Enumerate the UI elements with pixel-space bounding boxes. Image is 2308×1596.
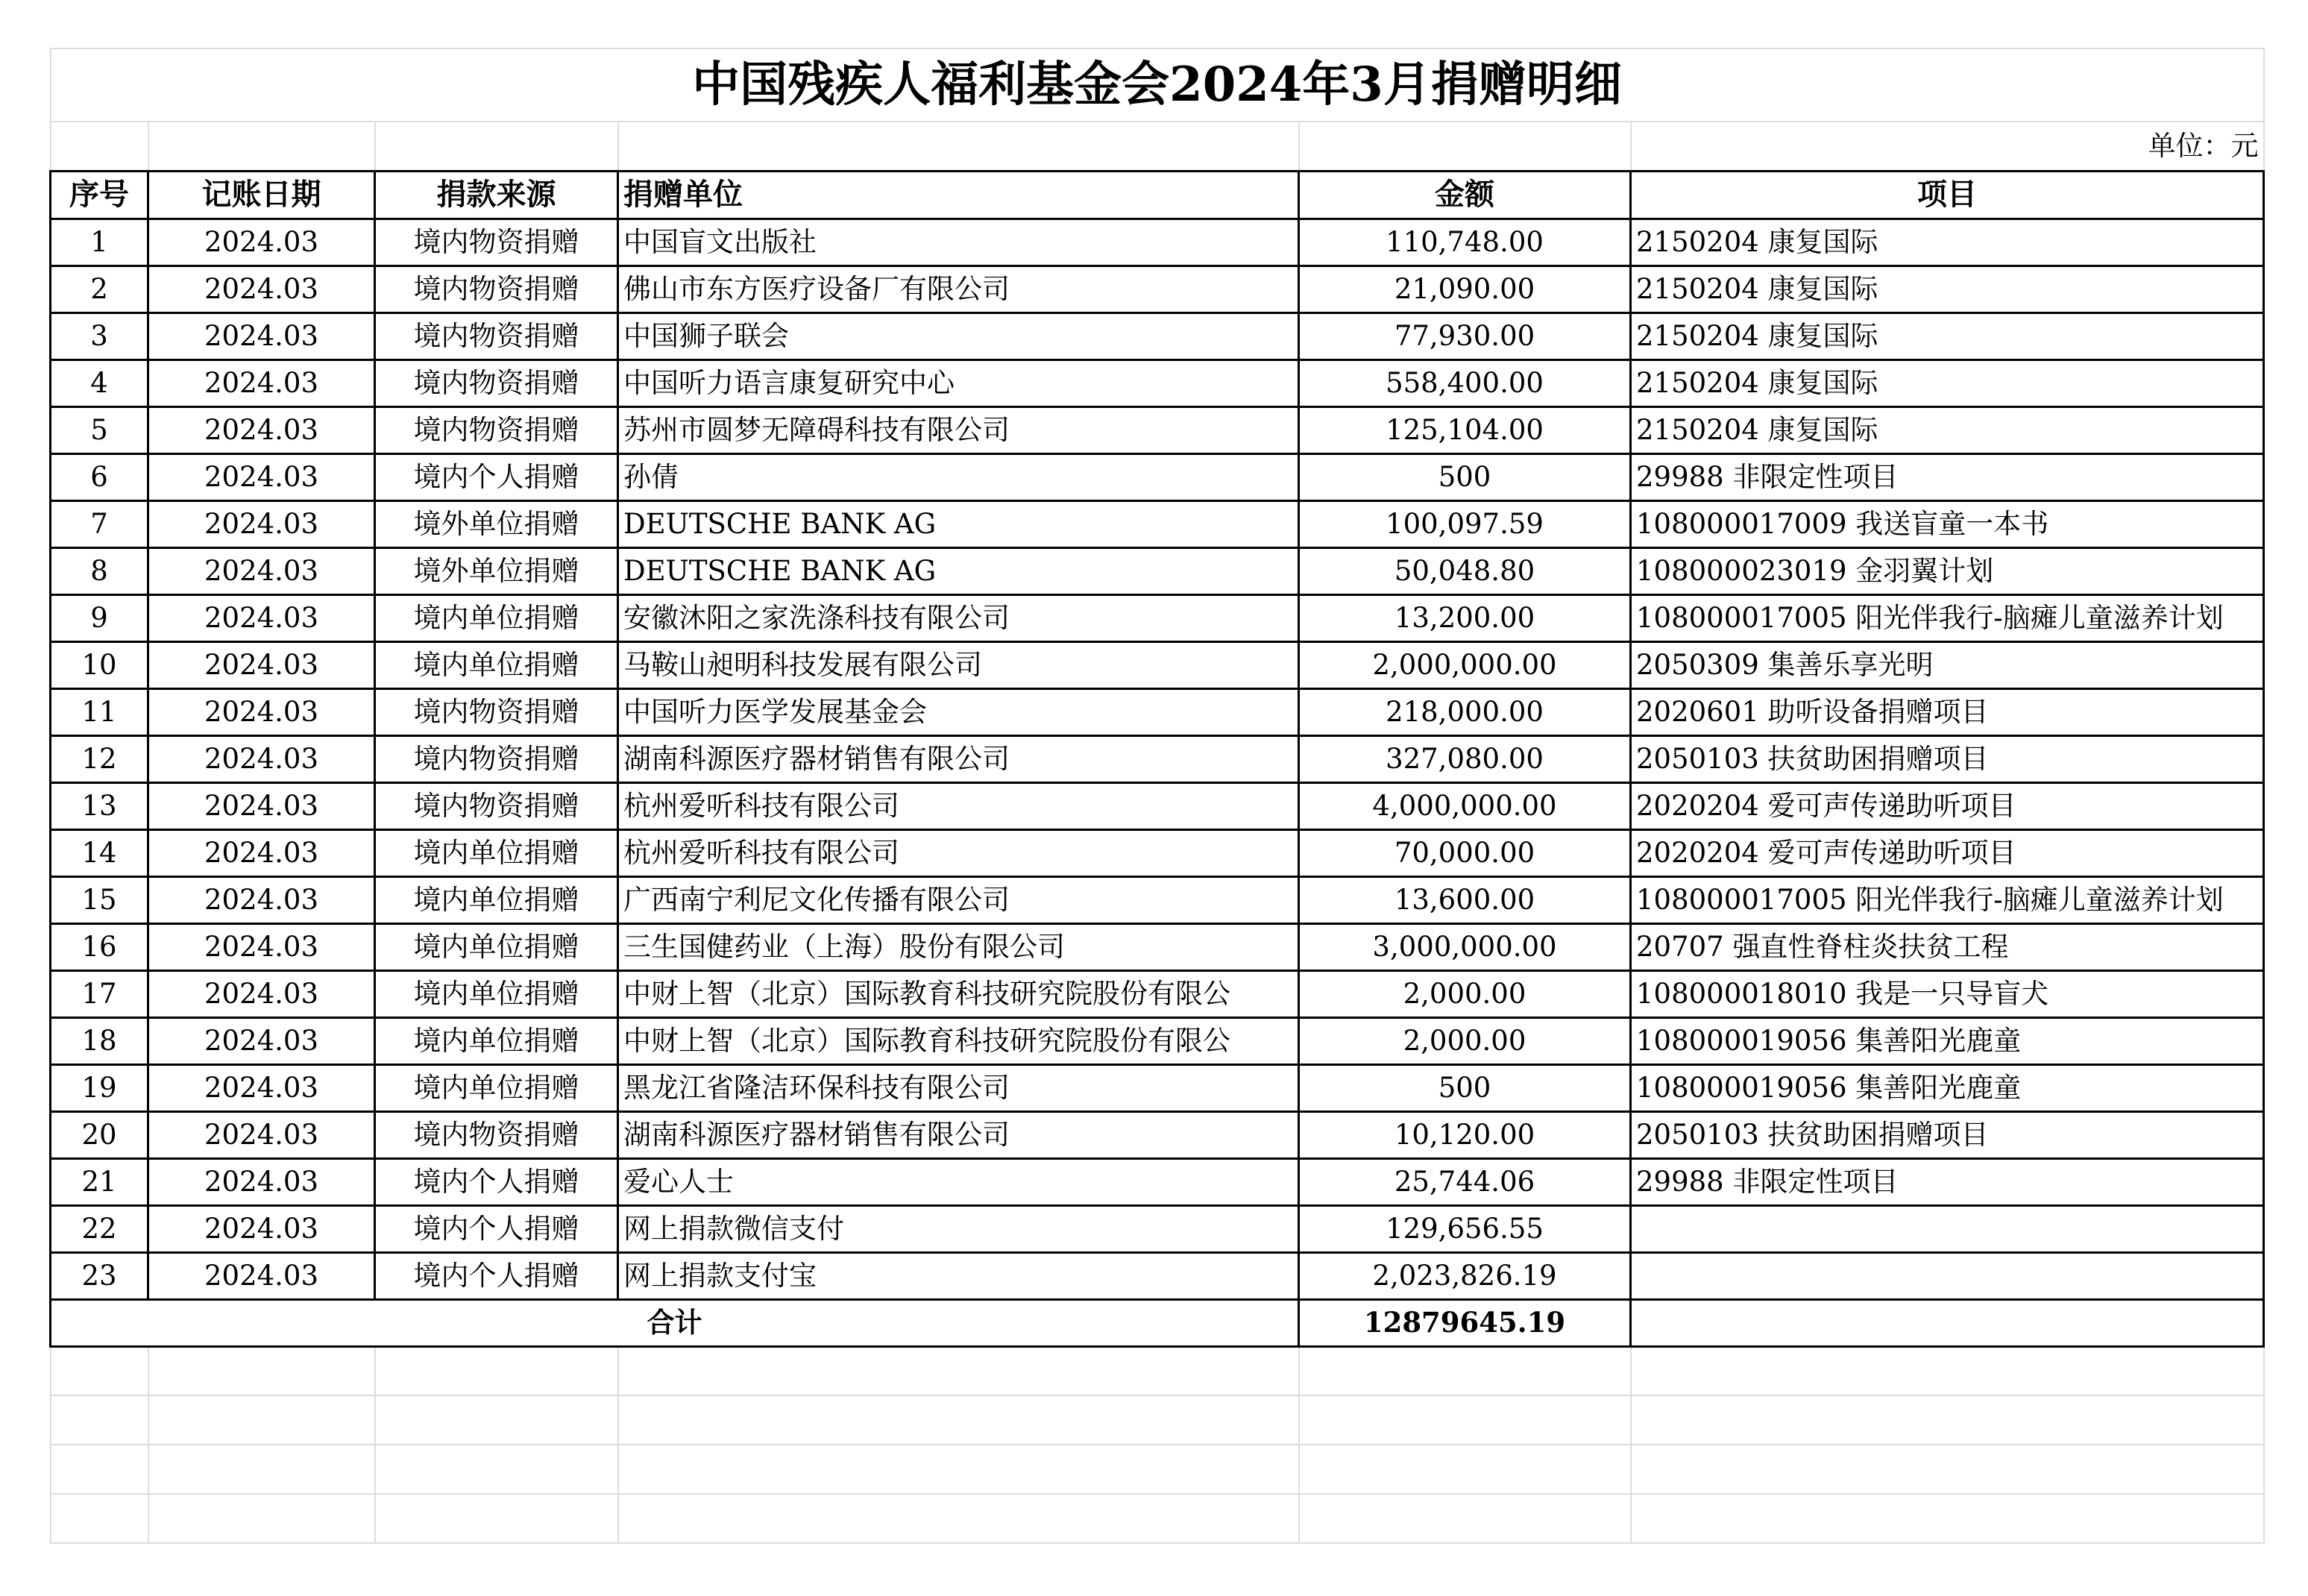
empty-cell[interactable] bbox=[1631, 1346, 2264, 1395]
empty-cell[interactable] bbox=[618, 1395, 1299, 1445]
cell-date[interactable]: 2024.03 bbox=[148, 500, 375, 547]
cell-no[interactable]: 13 bbox=[51, 782, 148, 829]
empty-cell[interactable] bbox=[1631, 1395, 2264, 1445]
cell-amount[interactable]: 70,000.00 bbox=[1299, 829, 1631, 876]
cell-amount[interactable]: 25,744.06 bbox=[1299, 1158, 1631, 1205]
cell-no[interactable]: 18 bbox=[51, 1017, 148, 1064]
table-row bbox=[51, 312, 2264, 359]
cell-source[interactable]: 境内物资捐赠 bbox=[375, 406, 618, 453]
cell-donor[interactable]: 湖南科源医疗器材销售有限公司 bbox=[618, 1111, 1299, 1158]
cell-date[interactable]: 2024.03 bbox=[148, 688, 375, 735]
unit-row bbox=[51, 122, 2264, 171]
cell-date[interactable]: 2024.03 bbox=[148, 1064, 375, 1111]
donation-table bbox=[49, 48, 2265, 1544]
table-row bbox=[51, 219, 2264, 266]
table-row bbox=[51, 829, 2264, 876]
cell-project[interactable]: 2050103 扶贫助困捐赠项目 bbox=[1631, 735, 2264, 782]
empty-cell[interactable] bbox=[618, 1346, 1299, 1395]
empty-cell[interactable] bbox=[1299, 1395, 1631, 1445]
cell-donor[interactable]: 孙倩 bbox=[618, 453, 1299, 500]
cell-source[interactable]: 境内单位捐赠 bbox=[375, 829, 618, 876]
cell-amount[interactable]: 13,600.00 bbox=[1299, 876, 1631, 923]
cell-project[interactable]: 2020204 爱可声传递助听项目 bbox=[1631, 829, 2264, 876]
cell-donor[interactable]: 爱心人士 bbox=[618, 1158, 1299, 1205]
header-donor: 捐赠单位 bbox=[618, 171, 1299, 219]
cell-no[interactable]: 8 bbox=[51, 547, 148, 594]
cell-donor[interactable]: 湖南科源医疗器材销售有限公司 bbox=[618, 735, 1299, 782]
cell-amount[interactable]: 100,097.59 bbox=[1299, 500, 1631, 547]
cell-date[interactable]: 2024.03 bbox=[148, 1111, 375, 1158]
table-row bbox=[51, 1064, 2264, 1111]
cell-donor[interactable]: 中财上智（北京）国际教育科技研究院股份有限公 bbox=[618, 970, 1299, 1017]
table-row bbox=[51, 782, 2264, 829]
table-row bbox=[51, 876, 2264, 923]
table-row bbox=[51, 970, 2264, 1017]
cell-project[interactable]: 2020204 爱可声传递助听项目 bbox=[1631, 782, 2264, 829]
table-row bbox=[51, 359, 2264, 406]
cell-project[interactable] bbox=[1631, 1205, 2264, 1252]
cell-source[interactable]: 境内个人捐赠 bbox=[375, 1252, 618, 1299]
empty-cell[interactable] bbox=[148, 122, 375, 171]
cell-no[interactable]: 15 bbox=[51, 876, 148, 923]
empty-row bbox=[51, 1494, 2264, 1543]
empty-cell[interactable] bbox=[148, 1494, 375, 1543]
cell-no[interactable]: 6 bbox=[51, 453, 148, 500]
header-project: 项目 bbox=[1631, 171, 2264, 219]
cell-date[interactable]: 2024.03 bbox=[148, 1017, 375, 1064]
cell-amount[interactable]: 50,048.80 bbox=[1299, 547, 1631, 594]
cell-amount[interactable]: 2,023,826.19 bbox=[1299, 1252, 1631, 1299]
sheet-title: 中国残疾人福利基金会2024年3月捐赠明细 bbox=[51, 48, 2264, 122]
empty-cell[interactable] bbox=[1299, 122, 1631, 171]
cell-amount[interactable]: 129,656.55 bbox=[1299, 1205, 1631, 1252]
table-row bbox=[51, 453, 2264, 500]
cell-donor[interactable]: 安徽沐阳之家洗涤科技有限公司 bbox=[618, 594, 1299, 641]
table-row bbox=[51, 1205, 2264, 1252]
cell-project[interactable]: 2050309 集善乐享光明 bbox=[1631, 641, 2264, 688]
cell-no[interactable]: 14 bbox=[51, 829, 148, 876]
table-row bbox=[51, 923, 2264, 970]
empty-cell[interactable] bbox=[1299, 1494, 1631, 1543]
cell-donor[interactable]: 中国狮子联会 bbox=[618, 312, 1299, 359]
table-row bbox=[51, 1158, 2264, 1205]
cell-no[interactable]: 7 bbox=[51, 500, 148, 547]
cell-project[interactable]: 2020601 助听设备捐赠项目 bbox=[1631, 688, 2264, 735]
cell-donor[interactable]: 黑龙江省隆洁环保科技有限公司 bbox=[618, 1064, 1299, 1111]
cell-source[interactable]: 境内物资捐赠 bbox=[375, 219, 618, 266]
cell-amount[interactable]: 21,090.00 bbox=[1299, 266, 1631, 312]
cell-date[interactable]: 2024.03 bbox=[148, 359, 375, 406]
empty-cell[interactable] bbox=[1631, 1494, 2264, 1543]
table-row bbox=[51, 266, 2264, 312]
cell-no[interactable]: 23 bbox=[51, 1252, 148, 1299]
table-row bbox=[51, 641, 2264, 688]
spreadsheet bbox=[49, 48, 2263, 1544]
cell-donor[interactable]: 苏州市圆梦无障碍科技有限公司 bbox=[618, 406, 1299, 453]
cell-amount[interactable]: 3,000,000.00 bbox=[1299, 923, 1631, 970]
cell-no[interactable]: 22 bbox=[51, 1205, 148, 1252]
cell-donor[interactable]: 杭州爱听科技有限公司 bbox=[618, 829, 1299, 876]
cell-source[interactable]: 境内物资捐赠 bbox=[375, 688, 618, 735]
empty-cell[interactable] bbox=[51, 1494, 148, 1543]
cell-date[interactable]: 2024.03 bbox=[148, 782, 375, 829]
cell-source[interactable]: 境内物资捐赠 bbox=[375, 312, 618, 359]
cell-project[interactable]: 108000019056 集善阳光鹿童 bbox=[1631, 1064, 2264, 1111]
empty-cell[interactable] bbox=[375, 1494, 618, 1543]
cell-amount[interactable]: 77,930.00 bbox=[1299, 312, 1631, 359]
empty-row bbox=[51, 1445, 2264, 1494]
cell-source[interactable]: 境内物资捐赠 bbox=[375, 1111, 618, 1158]
empty-cell[interactable] bbox=[51, 1346, 148, 1395]
table-row bbox=[51, 406, 2264, 453]
cell-no[interactable]: 4 bbox=[51, 359, 148, 406]
cell-date[interactable]: 2024.03 bbox=[148, 312, 375, 359]
cell-no[interactable]: 21 bbox=[51, 1158, 148, 1205]
cell-date[interactable]: 2024.03 bbox=[148, 735, 375, 782]
cell-source[interactable]: 境外单位捐赠 bbox=[375, 500, 618, 547]
cell-donor[interactable]: 网上捐款微信支付 bbox=[618, 1205, 1299, 1252]
empty-cell[interactable] bbox=[1299, 1346, 1631, 1395]
cell-project[interactable]: 20707 强直性脊柱炎扶贫工程 bbox=[1631, 923, 2264, 970]
cell-source[interactable]: 境内物资捐赠 bbox=[375, 359, 618, 406]
cell-source[interactable]: 境外单位捐赠 bbox=[375, 547, 618, 594]
cell-amount[interactable]: 2,000.00 bbox=[1299, 1017, 1631, 1064]
cell-date[interactable]: 2024.03 bbox=[148, 219, 375, 266]
table-row bbox=[51, 688, 2264, 735]
header-source: 捐款来源 bbox=[375, 171, 618, 219]
empty-cell[interactable] bbox=[618, 1445, 1299, 1494]
cell-project[interactable]: 2150204 康复国际 bbox=[1631, 406, 2264, 453]
table-row bbox=[51, 594, 2264, 641]
cell-donor[interactable]: 网上捐款支付宝 bbox=[618, 1252, 1299, 1299]
cell-amount[interactable]: 4,000,000.00 bbox=[1299, 782, 1631, 829]
cell-source[interactable]: 境内单位捐赠 bbox=[375, 641, 618, 688]
cell-source[interactable]: 境内单位捐赠 bbox=[375, 594, 618, 641]
cell-no[interactable]: 11 bbox=[51, 688, 148, 735]
cell-amount[interactable]: 2,000,000.00 bbox=[1299, 641, 1631, 688]
cell-project[interactable]: 108000017005 阳光伴我行-脑瘫儿童滋养计划 bbox=[1631, 876, 2264, 923]
cell-no[interactable]: 1 bbox=[51, 219, 148, 266]
cell-no[interactable]: 20 bbox=[51, 1111, 148, 1158]
cell-amount[interactable]: 13,200.00 bbox=[1299, 594, 1631, 641]
empty-cell[interactable] bbox=[1631, 1445, 2264, 1494]
empty-cell[interactable] bbox=[375, 1346, 618, 1395]
cell-project[interactable] bbox=[1631, 1252, 2264, 1299]
cell-date[interactable]: 2024.03 bbox=[148, 1205, 375, 1252]
cell-no[interactable]: 10 bbox=[51, 641, 148, 688]
table-row bbox=[51, 1111, 2264, 1158]
table-row bbox=[51, 1252, 2264, 1299]
cell-no[interactable]: 12 bbox=[51, 735, 148, 782]
header-date: 记账日期 bbox=[148, 171, 375, 219]
cell-donor[interactable]: 广西南宁利尼文化传播有限公司 bbox=[618, 876, 1299, 923]
unit-label: 单位：元 bbox=[1631, 122, 2264, 171]
cell-project[interactable]: 108000017009 我送盲童一本书 bbox=[1631, 500, 2264, 547]
cell-no[interactable]: 19 bbox=[51, 1064, 148, 1111]
cell-project[interactable]: 108000017005 阳光伴我行-脑瘫儿童滋养计划 bbox=[1631, 594, 2264, 641]
cell-date[interactable]: 2024.03 bbox=[148, 970, 375, 1017]
cell-date[interactable]: 2024.03 bbox=[148, 594, 375, 641]
cell-donor[interactable]: DEUTSCHE BANK AG bbox=[618, 547, 1299, 594]
cell-donor[interactable]: 中财上智（北京）国际教育科技研究院股份有限公 bbox=[618, 1017, 1299, 1064]
cell-project[interactable]: 2150204 康复国际 bbox=[1631, 266, 2264, 312]
empty-row bbox=[51, 1395, 2264, 1445]
cell-donor[interactable]: 中国听力医学发展基金会 bbox=[618, 688, 1299, 735]
cell-donor[interactable]: 中国盲文出版社 bbox=[618, 219, 1299, 266]
cell-project[interactable]: 29988 非限定性项目 bbox=[1631, 453, 2264, 500]
empty-cell[interactable] bbox=[148, 1395, 375, 1445]
cell-no[interactable]: 3 bbox=[51, 312, 148, 359]
empty-row bbox=[51, 1346, 2264, 1395]
cell-project[interactable]: 108000023019 金羽翼计划 bbox=[1631, 547, 2264, 594]
cell-donor[interactable]: 中国听力语言康复研究中心 bbox=[618, 359, 1299, 406]
cell-source[interactable]: 境内单位捐赠 bbox=[375, 1064, 618, 1111]
cell-project[interactable]: 108000018010 我是一只导盲犬 bbox=[1631, 970, 2264, 1017]
table-row bbox=[51, 1017, 2264, 1064]
total-row bbox=[51, 1299, 2264, 1346]
cell-amount[interactable]: 110,748.00 bbox=[1299, 219, 1631, 266]
total-project-cell[interactable] bbox=[1631, 1299, 2264, 1346]
cell-project[interactable]: 2150204 康复国际 bbox=[1631, 312, 2264, 359]
cell-date[interactable]: 2024.03 bbox=[148, 1252, 375, 1299]
total-label: 合计 bbox=[51, 1299, 1299, 1346]
cell-date[interactable]: 2024.03 bbox=[148, 829, 375, 876]
cell-donor[interactable]: DEUTSCHE BANK AG bbox=[618, 500, 1299, 547]
table-row bbox=[51, 547, 2264, 594]
cell-project[interactable]: 2050103 扶贫助困捐赠项目 bbox=[1631, 1111, 2264, 1158]
cell-source[interactable]: 境内个人捐赠 bbox=[375, 1158, 618, 1205]
cell-amount[interactable]: 327,080.00 bbox=[1299, 735, 1631, 782]
cell-project[interactable]: 2150204 康复国际 bbox=[1631, 219, 2264, 266]
cell-amount[interactable]: 500 bbox=[1299, 1064, 1631, 1111]
empty-cell[interactable] bbox=[618, 1494, 1299, 1543]
empty-cell[interactable] bbox=[618, 122, 1299, 171]
cell-date[interactable]: 2024.03 bbox=[148, 406, 375, 453]
cell-source[interactable]: 境内单位捐赠 bbox=[375, 923, 618, 970]
table-row bbox=[51, 735, 2264, 782]
header-row bbox=[51, 171, 2264, 219]
header-amount: 金额 bbox=[1299, 171, 1631, 219]
cell-amount[interactable]: 500 bbox=[1299, 453, 1631, 500]
cell-source[interactable]: 境内物资捐赠 bbox=[375, 735, 618, 782]
cell-no[interactable]: 16 bbox=[51, 923, 148, 970]
cell-source[interactable]: 境内个人捐赠 bbox=[375, 1205, 618, 1252]
cell-no[interactable]: 9 bbox=[51, 594, 148, 641]
cell-source[interactable]: 境内物资捐赠 bbox=[375, 266, 618, 312]
empty-cell[interactable] bbox=[1299, 1445, 1631, 1494]
cell-source[interactable]: 境内物资捐赠 bbox=[375, 782, 618, 829]
cell-project[interactable]: 2150204 康复国际 bbox=[1631, 359, 2264, 406]
cell-project[interactable]: 108000019056 集善阳光鹿童 bbox=[1631, 1017, 2264, 1064]
cell-donor[interactable]: 三生国健药业（上海）股份有限公司 bbox=[618, 923, 1299, 970]
empty-cell[interactable] bbox=[148, 1445, 375, 1494]
cell-amount[interactable]: 125,104.00 bbox=[1299, 406, 1631, 453]
empty-cell[interactable] bbox=[51, 1445, 148, 1494]
cell-no[interactable]: 2 bbox=[51, 266, 148, 312]
cell-donor[interactable]: 马鞍山昶明科技发展有限公司 bbox=[618, 641, 1299, 688]
empty-cell[interactable] bbox=[51, 122, 148, 171]
cell-source[interactable]: 境内单位捐赠 bbox=[375, 1017, 618, 1064]
empty-cell[interactable] bbox=[375, 122, 618, 171]
cell-date[interactable]: 2024.03 bbox=[148, 876, 375, 923]
cell-date[interactable]: 2024.03 bbox=[148, 453, 375, 500]
cell-donor[interactable]: 杭州爱听科技有限公司 bbox=[618, 782, 1299, 829]
cell-date[interactable]: 2024.03 bbox=[148, 1158, 375, 1205]
empty-cell[interactable] bbox=[51, 1395, 148, 1445]
cell-donor[interactable]: 佛山市东方医疗设备厂有限公司 bbox=[618, 266, 1299, 312]
cell-amount[interactable]: 10,120.00 bbox=[1299, 1111, 1631, 1158]
cell-date[interactable]: 2024.03 bbox=[148, 547, 375, 594]
header-no: 序号 bbox=[51, 171, 148, 219]
cell-amount[interactable]: 218,000.00 bbox=[1299, 688, 1631, 735]
total-amount: 12879645.19 bbox=[1299, 1299, 1631, 1346]
cell-date[interactable]: 2024.03 bbox=[148, 641, 375, 688]
cell-project[interactable]: 29988 非限定性项目 bbox=[1631, 1158, 2264, 1205]
table-row bbox=[51, 500, 2264, 547]
empty-cell[interactable] bbox=[375, 1445, 618, 1494]
cell-date[interactable]: 2024.03 bbox=[148, 266, 375, 312]
cell-no[interactable]: 5 bbox=[51, 406, 148, 453]
empty-cell[interactable] bbox=[148, 1346, 375, 1395]
cell-source[interactable]: 境内单位捐赠 bbox=[375, 970, 618, 1017]
cell-source[interactable]: 境内单位捐赠 bbox=[375, 876, 618, 923]
cell-amount[interactable]: 2,000.00 bbox=[1299, 970, 1631, 1017]
cell-source[interactable]: 境内个人捐赠 bbox=[375, 453, 618, 500]
cell-no[interactable]: 17 bbox=[51, 970, 148, 1017]
title-row bbox=[51, 48, 2264, 122]
cell-amount[interactable]: 558,400.00 bbox=[1299, 359, 1631, 406]
empty-cell[interactable] bbox=[375, 1395, 618, 1445]
cell-date[interactable]: 2024.03 bbox=[148, 923, 375, 970]
